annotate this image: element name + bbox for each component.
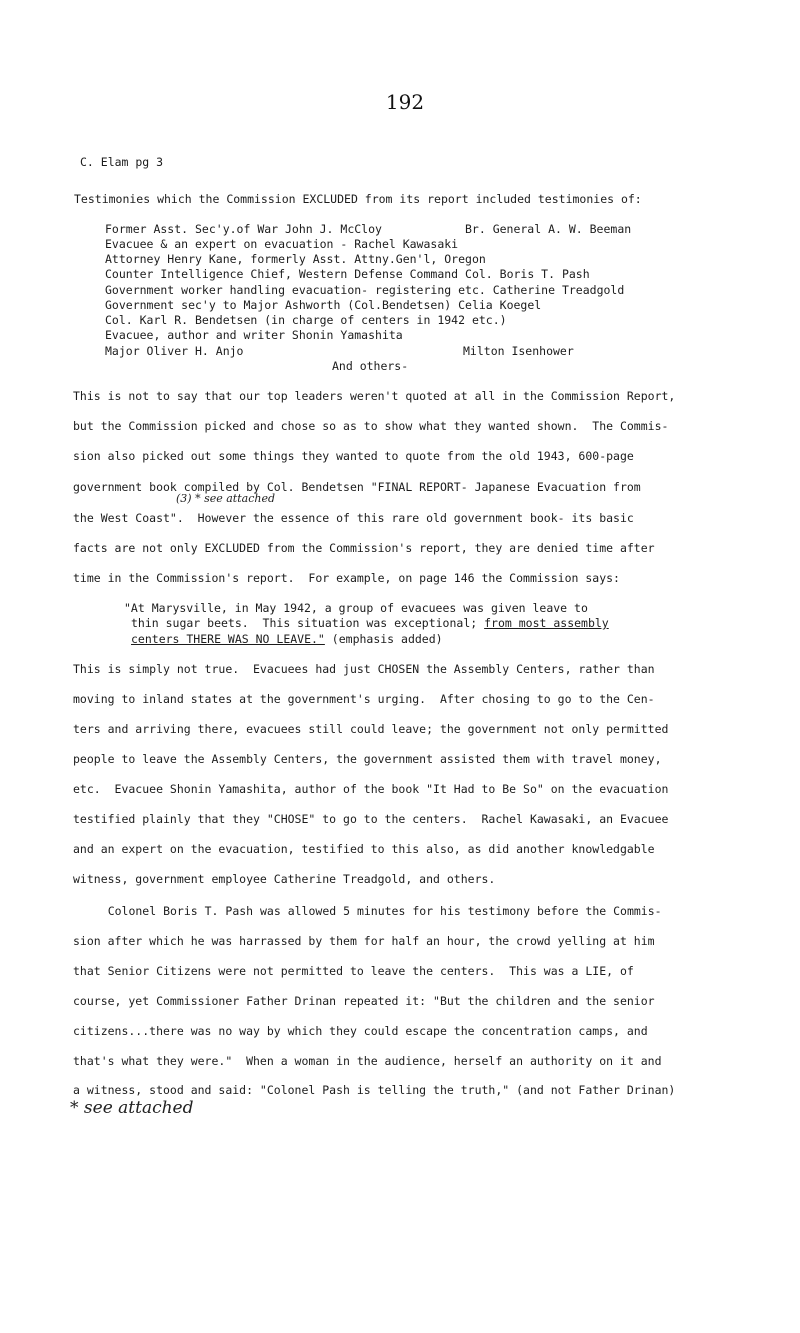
intro-line: Testimonies which the Commission EXCLUDED from its report included testimonies of: [74, 192, 642, 206]
paragraph-line: sion also picked out some things they wanted to quote from the old 1943, 600-page [73, 449, 634, 463]
handwritten-note: * see attached [70, 1098, 194, 1118]
witness-entry: Major Oliver H. Anjo [105, 344, 244, 358]
witness-entry: Br. General A. W. Beeman [465, 222, 632, 236]
paragraph-line: and an expert on the evacuation, testified to this also, as did another knowledgable [73, 842, 655, 856]
witness-entry: Evacuee, author and writer Shonin Yamashita [105, 328, 403, 342]
quote-text: (emphasis added) [324, 632, 443, 646]
witness-entry: Milton Isenhower [463, 344, 574, 358]
quote-text: thin sugar beets. This situation was exceptional; [131, 616, 485, 630]
paragraph-line: This is simply not true. Evacuees had just CHOSEN the Assembly Centers, rather than [73, 662, 655, 676]
witness-entry: Counter Intelligence Chief, Western Defense Command Col. Boris T. Pash [105, 267, 590, 281]
witness-entry: Col. Karl R. Bendetsen (in charge of centers in 1942 etc.) [105, 313, 507, 327]
paragraph-line: sion after which he was harrassed by them for half an hour, the crowd yelling at him [73, 934, 655, 948]
handwritten-note: (3) * see attached [176, 492, 275, 505]
witness-entry: Government sec'y to Major Ashworth (Col.Bendetsen) Celia Koegel [105, 298, 542, 312]
witness-entry: Attorney Henry Kane, formerly Asst. Attny.Gen'l, Oregon [105, 252, 486, 266]
paragraph-line: time in the Commission's report. For example, on page 146 the Commission says: [73, 571, 620, 585]
paragraph-line: ters and arriving there, evacuees still could leave; the government not only permitted [73, 722, 669, 736]
paragraph-line: citizens...there was no way by which they could escape the concentration camps, and [73, 1024, 648, 1038]
quote-line [131, 632, 443, 646]
paragraph-line: government book compiled by Col. Bendetsen "FINAL REPORT- Japanese Evacuation from [73, 480, 641, 494]
quote-emphasis: centers THERE WAS NO LEAVE." [131, 632, 325, 646]
paragraph-line: facts are not only EXCLUDED from the Commission's report, they are denied time after [73, 541, 655, 555]
quote-line: "At Marysville, in May 1942, a group of evacuees was given leave to [124, 601, 588, 615]
paragraph-line: but the Commission picked and chose so as to show what they wanted shown. The Commis- [73, 419, 669, 433]
paragraph-line: This is not to say that our top leaders weren't quoted at all in the Commission Report, [73, 389, 676, 403]
paragraph-line: that's what they were." When a woman in the audience, herself an authority on it and [73, 1054, 662, 1068]
quote-line [131, 616, 609, 630]
paragraph-line: Colonel Boris T. Pash was allowed 5 minutes for his testimony before the Commis- [80, 904, 662, 918]
paragraph-line: testified plainly that they "CHOSE" to go to the centers. Rachel Kawasaki, an Evacuee [73, 812, 669, 826]
witness-entry: Former Asst. Sec'y.of War John J. McCloy [105, 222, 382, 236]
witness-entry: Evacuee & an expert on evacuation - Rachel Kawasaki [105, 237, 459, 251]
header-reference: C. Elam pg 3 [80, 155, 164, 169]
paragraph-line: the West Coast". However the essence of this rare old government book- its basic [73, 511, 634, 525]
paragraph-line: witness, government employee Catherine Treadgold, and others. [73, 872, 496, 886]
paragraph-line: moving to inland states at the government's urging. After chosing to go to the Cen- [73, 692, 655, 706]
paragraph-line: a witness, stood and said: "Colonel Pash is telling the truth," (and not Father Drinan) [73, 1083, 676, 1097]
quote-emphasis: from most assembly [484, 616, 609, 630]
paragraph-line: course, yet Commissioner Father Drinan repeated it: "But the children and the senior [73, 994, 655, 1008]
witness-entry: Government worker handling evacuation- registering etc. Catherine Treadgold [105, 283, 625, 297]
paragraph-line: people to leave the Assembly Centers, the government assisted them with travel money, [73, 752, 662, 766]
page-number: 192 [385, 90, 425, 114]
paragraph-line: etc. Evacuee Shonin Yamashita, author of the book "It Had to Be So" on the evacuation [73, 782, 669, 796]
paragraph-line: that Senior Citizens were not permitted to leave the centers. This was a LIE, of [73, 964, 634, 978]
and-others: And others- [332, 359, 409, 373]
